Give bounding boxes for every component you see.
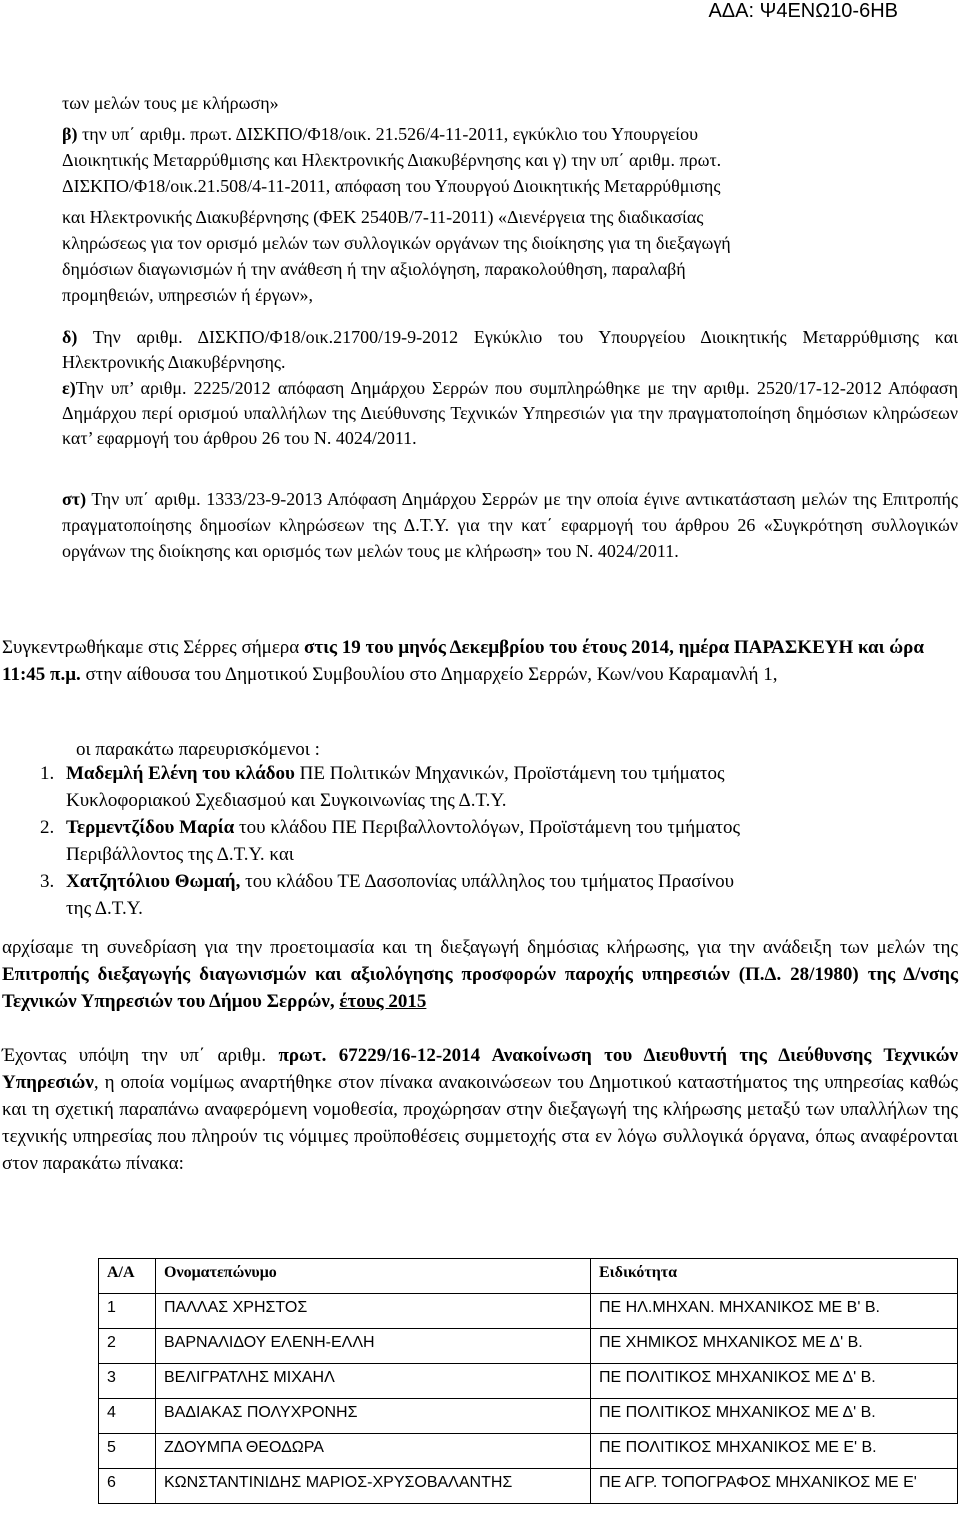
member-name: Τερμεντζίδου Μαρία: [66, 817, 235, 838]
consider-text: Έχοντας υπόψη την υπ΄ αριθμ.: [2, 1045, 279, 1066]
meeting-text: Συγκεντρωθήκαμε στις Σέρρες σήμερα: [2, 637, 304, 658]
committee-year: έτους 2015: [339, 991, 427, 1012]
cell-specialty: ΠΕ ΠΟΛΙΤΙΚΟΣ ΜΗΧΑΝΙΚΟΣ ΜΕ Ε' Β.: [591, 1434, 958, 1469]
text-line: β) την υπ΄ αριθμ. πρωτ. ΔΙΣΚΠΟ/Φ18/οικ. 21.526/4-11-2011, εγκύκλιο του Υπουργείου: [62, 124, 699, 144]
member-name: Μαδεμλή Ελένη του κλάδου: [66, 763, 295, 784]
cell-name: ΒΕΛΙΓΡΑΤΛΗΣ ΜΙΧΑΗΛ: [156, 1364, 591, 1399]
member-role: του κλάδου ΤΕ Δασοπονίας υπάλληλος του τμήματος Πρασίνου: [240, 871, 735, 892]
item-number: 3.: [40, 871, 55, 892]
text-line: και Ηλεκτρονικής Διακυβέρνησης (ΦΕΚ 2540Β/7-11-2011) «Διενέργεια της διαδικασίας: [62, 207, 704, 227]
paragraph-e: [62, 376, 958, 451]
table-row: [99, 1434, 958, 1469]
committee-name: Επιτροπής διεξαγωγής διαγωνισμών και αξιολόγησης προσφορών παροχής υπηρεσιών (Π.Δ. 28/1980) της Δ/νσης Τεχνικών Υπηρεσιών του Δήμου Σερρών,: [2, 964, 958, 1012]
consider-paragraph: [2, 1042, 958, 1177]
member-role-cont: Κυκλοφοριακού Σχεδιασμού και Συγκοινωνίας της Δ.Τ.Υ.: [66, 790, 507, 811]
cell-specialty: ΠΕ ΗΛ.ΜΗΧΑΝ. ΜΗΧΑΝΙΚΟΣ ΜΕ Β' Β.: [591, 1294, 958, 1329]
present-item: [40, 868, 958, 922]
table-row: [99, 1294, 958, 1329]
text-line: δημόσιων διαγωνισμών ή την ανάθεση ή την αξιολόγηση, παρακολούθηση, παραλαβή: [62, 259, 686, 279]
candidates-table: [98, 1258, 958, 1504]
paragraph-d: [62, 325, 958, 375]
meeting-date: στις 19 του μηνός Δεκεμβρίου του έτους 2014, ημέρα ΠΑΡΑΣΚΕΥΗ και ώρα 11:45 π.μ.: [2, 637, 924, 685]
table-row: [99, 1364, 958, 1399]
col-header-aa: Α/Α: [99, 1259, 156, 1294]
cell-name: ΒΑΔΙΑΚΑΣ ΠΟΛΥΧΡΟΝΗΣ: [156, 1399, 591, 1434]
cell-name: ΒΑΡΝΑΛΙΔΟΥ ΕΛΕΝΗ-ΕΛΛΗ: [156, 1329, 591, 1364]
cell-name: ΖΔΟΥΜΠΑ ΘΕΟΔΩΡΑ: [156, 1434, 591, 1469]
text-line: προμηθειών, υπηρεσιών ή έργων»,: [62, 285, 314, 305]
text-line: κληρώσεως για τον ορισμό μελών των συλλογικών οργάνων της διοίκησης για τη διεξαγωγή: [62, 233, 731, 253]
cell-aa: 3: [99, 1364, 156, 1399]
text-line: Διοικητικής Μεταρρύθμισης και Ηλεκτρονικής Διακυβέρνησης και γ) την υπ΄ αριθμ. πρωτ.: [62, 150, 722, 170]
cell-specialty: ΠΕ ΧΗΜΙΚΟΣ ΜΗΧΑΝΙΚΟΣ ΜΕ Δ' Β.: [591, 1329, 958, 1364]
member-name: Χατζητόλιου Θωμαή,: [66, 871, 241, 892]
present-item: [40, 760, 958, 814]
col-header-name: Ονοματεπώνυμο: [156, 1259, 591, 1294]
cell-name: ΚΩΝΣΤΑΝΤΙΝΙΔΗΣ ΜΑΡΙΟΣ-ΧΡΥΣΟΒΑΛΑΝΤΗΣ: [156, 1469, 591, 1504]
paragraph-label: δ): [62, 327, 78, 347]
table-row: [99, 1399, 958, 1434]
consider-text-rest: , η οποία νομίμως αναρτήθηκε στον πίνακα ανακοινώσεων του Δημοτικού καταστήματος της υπηρεσίας καθώς και τη σχετική παραπάνω αναφερόμενη νομοθεσία, προχώρησαν στην διεξαγωγή της κλήρωσης μεταξύ των υπαλλήλων της τεχνικής υπηρεσίας που πληρούν τις νόμιμες προϋποθέσεις συμμετοχής στα εν λόγω συλλογικά όργανα, όπως αναφέρονται στον παρακάτω πίνακα:: [2, 1072, 958, 1174]
present-item: [40, 814, 958, 868]
paragraph-label: ε): [62, 378, 76, 398]
paragraph-text: Την υπ΄ αριθμ. 1333/23-9-2013 Απόφαση Δημάρχου Σερρών με την οποία έγινε αντικατάσταση μελών της Επιτροπής πραγματοποίησης δημοσίων κληρώσεων της Δ.Τ.Υ. για την κατ΄ εφαρμογή του άρθρου 26 «Συγκρότηση συλλογικών οργάνων της διοίκησης και ορισμός των μελών τους με κλήρωση» του Ν. 4024/2011.: [62, 489, 958, 561]
cell-aa: 5: [99, 1434, 156, 1469]
member-role-cont: της Δ.Τ.Υ.: [66, 898, 143, 919]
paragraph-st: [62, 486, 958, 564]
present-label: οι παρακάτω παρευρισκόμενοι :: [76, 739, 320, 760]
item-number: 2.: [40, 817, 55, 838]
announcement-ref: πρωτ. 67229/16-12-2014 Ανακοίνωση του Διευθυντή της Διεύθυνσης Τεχνικών Υπηρεσιών: [2, 1045, 958, 1093]
col-header-specialty: Ειδικότητα: [591, 1259, 958, 1294]
table-header-row: [99, 1259, 958, 1294]
ada-header: ΑΔΑ: Ψ4ΕΝΩ10-6ΗΒ: [708, 0, 898, 22]
table-row: [99, 1329, 958, 1364]
paragraph-text: Την αριθμ. ΔΙΣΚΠΟ/Φ18/οικ.21700/19-9-2012 Εγκύκλιο του Υπουργείου Διοικητικής Μεταρρύθμισης και Ηλεκτρονικής Διακυβέρνησης.: [62, 327, 958, 372]
member-role: του κλάδου ΠΕ Περιβαλλοντολόγων, Προϊστάμενη του τμήματος: [234, 817, 740, 838]
table-row: [99, 1469, 958, 1504]
cell-name: ΠΑΛΛΑΣ ΧΡΗΣΤΟΣ: [156, 1294, 591, 1329]
cell-aa: 6: [99, 1469, 156, 1504]
start-paragraph: [2, 934, 958, 1015]
meeting-location: στην αίθουσα του Δημοτικού Συμβουλίου στο Δημαρχείο Σερρών, Κων/νου Καραμανλή 1,: [80, 664, 778, 685]
paragraph-text: Την υπ’ αριθμ. 2225/2012 απόφαση Δημάρχου Σερρών που συμπληρώθηκε με την αριθμ. 2520/17-12-2012 Απόφαση Δημάρχου περί ορισμού υπαλλήλων της Διεύθυνσης Τεχνικών Υπηρεσιών για την πραγματοποίηση δημόσιων κληρώσεων κατ’ εφαρμογή του άρθρου 26 του Ν. 4024/2011.: [62, 378, 958, 448]
paragraph-label: στ): [62, 489, 87, 509]
start-text: αρχίσαμε τη συνεδρίαση για την προετοιμασία και τη διεξαγωγή δημόσιας κλήρωσης, για την ανάδειξη των μελών της: [2, 937, 958, 958]
cell-aa: 1: [99, 1294, 156, 1329]
text-line: των μελών τους με κλήρωση»: [62, 93, 279, 113]
meeting-paragraph: [2, 634, 958, 688]
member-role: ΠΕ Πολιτικών Μηχανικών, Προϊστάμενη του τμήματος: [294, 763, 725, 784]
text-line: ΔΙΣΚΠΟ/Φ18/οικ.21.508/4-11-2011, απόφαση του Υπουργού Διοικητικής Μεταρρύθμισης: [62, 176, 721, 196]
item-number: 1.: [40, 763, 55, 784]
cell-aa: 4: [99, 1399, 156, 1434]
cell-specialty: ΠΕ ΑΓΡ. ΤΟΠΟΓΡΑΦΟΣ ΜΗΧΑΝΙΚΟΣ ΜΕ Ε': [591, 1469, 958, 1504]
cell-specialty: ΠΕ ΠΟΛΙΤΙΚΟΣ ΜΗΧΑΝΙΚΟΣ ΜΕ Δ' Β.: [591, 1399, 958, 1434]
cell-aa: 2: [99, 1329, 156, 1364]
member-role-cont: Περιβάλλοντος της Δ.Τ.Υ. και: [66, 844, 294, 865]
cell-specialty: ΠΕ ΠΟΛΙΤΙΚΟΣ ΜΗΧΑΝΙΚΟΣ ΜΕ Δ' Β.: [591, 1364, 958, 1399]
text-line-rest: την υπ΄ αριθμ. πρωτ. ΔΙΣΚΠΟ/Φ18/οικ. 21.526/4-11-2011, εγκύκλιο του Υπουργείου: [77, 124, 699, 144]
